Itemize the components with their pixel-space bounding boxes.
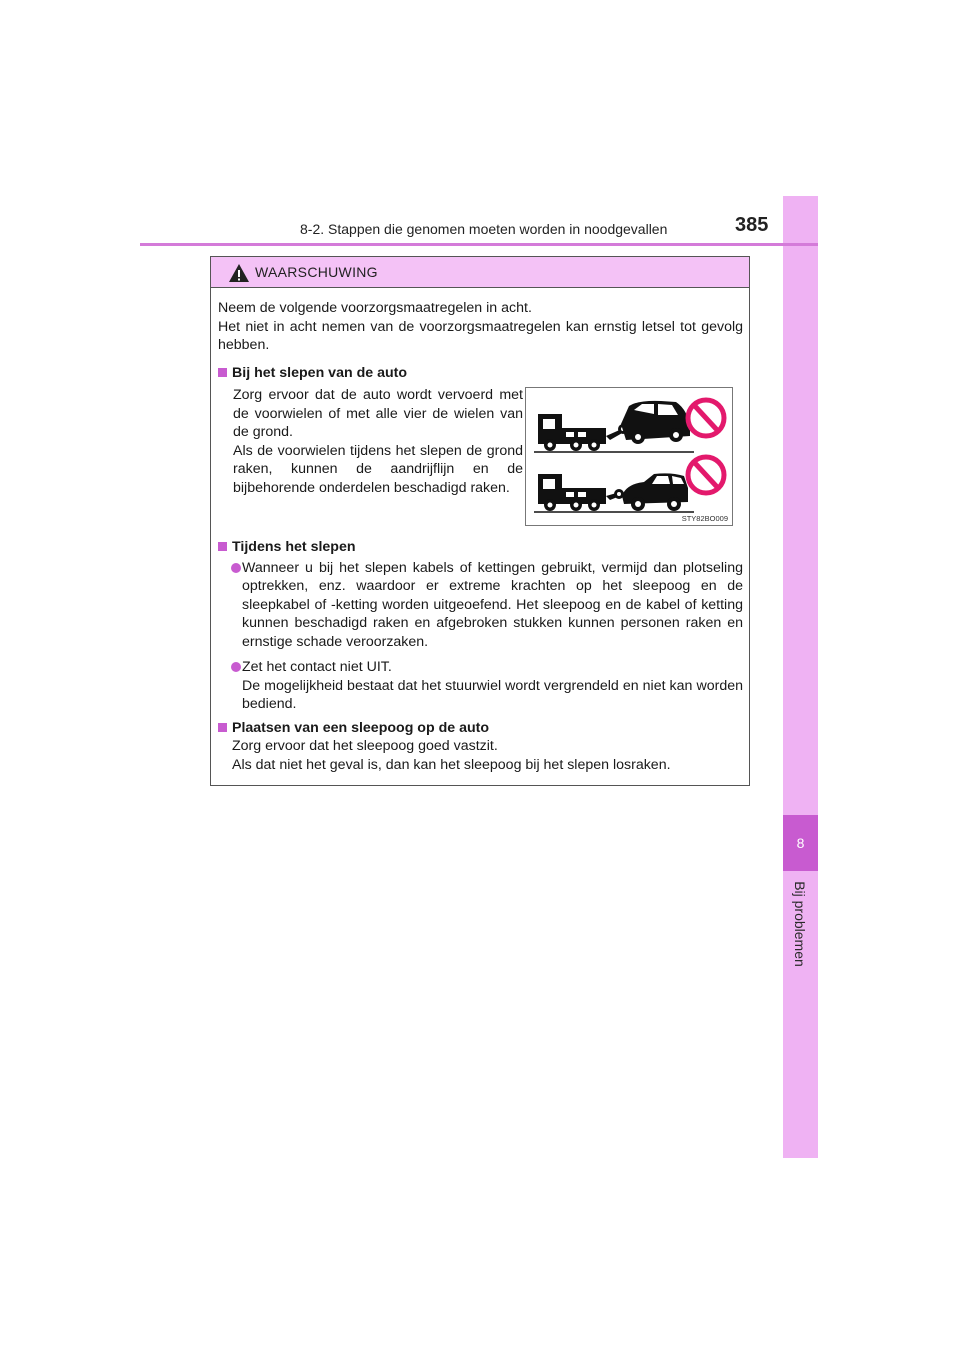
tow-truck-illustration [526, 388, 732, 525]
figure-caption: STY82BO009 [681, 514, 728, 523]
prohibition-icon-bottom [688, 457, 724, 493]
chapter-label: Bij problemen [792, 881, 808, 967]
tow-eye-text-2: Als dat niet het geval is, dan kan het sleepoog bij het slepen losraken. [232, 756, 671, 773]
square-bullet-icon [218, 723, 227, 732]
round-bullet-icon [231, 563, 241, 573]
tow-eye-text-1: Zorg ervoor dat het sleepoog goed vastzit. [232, 738, 498, 754]
section-title: 8-2. Stappen die genomen moeten worden in noodgevallen [300, 221, 668, 237]
intro-line-2: Het niet in acht nemen van de voorzorgsmaatregelen kan ernstig letsel tot gevolg hebben. [218, 318, 743, 353]
warning-body [218, 299, 743, 382]
towing-text-1: Zorg ervoor dat de auto wordt vervoerd met de voorwielen of met alle vier de wielen van de grond. [233, 387, 523, 440]
header-rule [140, 243, 818, 246]
page-number: 385 [735, 214, 769, 236]
towing-illustration [525, 387, 733, 526]
round-bullet-icon [231, 662, 241, 672]
bullet-item: Wanneer u bij het slepen kabels of kettingen gebruikt, vermijd dan plotseling optrekken, enz. waardoor er extreme krachten op het sleepoog en de sleepkabel of -ketting worden uitgeoefend. Het sleepoog en de kabel of ketting kunnen beschadigd raken en afgebroken stukken kunnen personen raken en ernstige schade veroorzaken. [218, 559, 743, 652]
towing-text-2: Als de voorwielen tijdens het slepen de grond raken, kunnen de aandrijflijn en de bijbehorende onderdelen beschadigd raken. [233, 442, 523, 496]
warning-body-lower [218, 538, 743, 774]
bullet-item: Zet het contact niet UIT. De mogelijkheid bestaat dat het stuurwiel wordt vergrendeld en niet kan worden bediend. [218, 658, 743, 714]
side-tab [783, 196, 818, 1158]
towing-text [233, 386, 523, 497]
tow-truck-bottom [534, 473, 694, 512]
prohibition-icon-top [688, 400, 724, 436]
warning-heading: WAARSCHUWING [255, 264, 378, 280]
section-heading-towing: Bij het slepen van de auto [218, 364, 743, 383]
chapter-number: 8 [796, 835, 805, 851]
square-bullet-icon [218, 542, 227, 551]
tow-truck-top [534, 401, 694, 452]
chapter-number-tab[interactable] [783, 815, 818, 871]
square-bullet-icon [218, 368, 227, 377]
intro-line-1: Neem de volgende voorzorgsmaatregelen in acht. [218, 300, 532, 316]
section-heading-during-towing: Tijdens het slepen [218, 538, 743, 557]
warning-triangle-icon [228, 263, 250, 283]
section-heading-tow-eye: Plaatsen van een sleepoog op de auto [218, 719, 743, 738]
warning-header [211, 257, 749, 288]
